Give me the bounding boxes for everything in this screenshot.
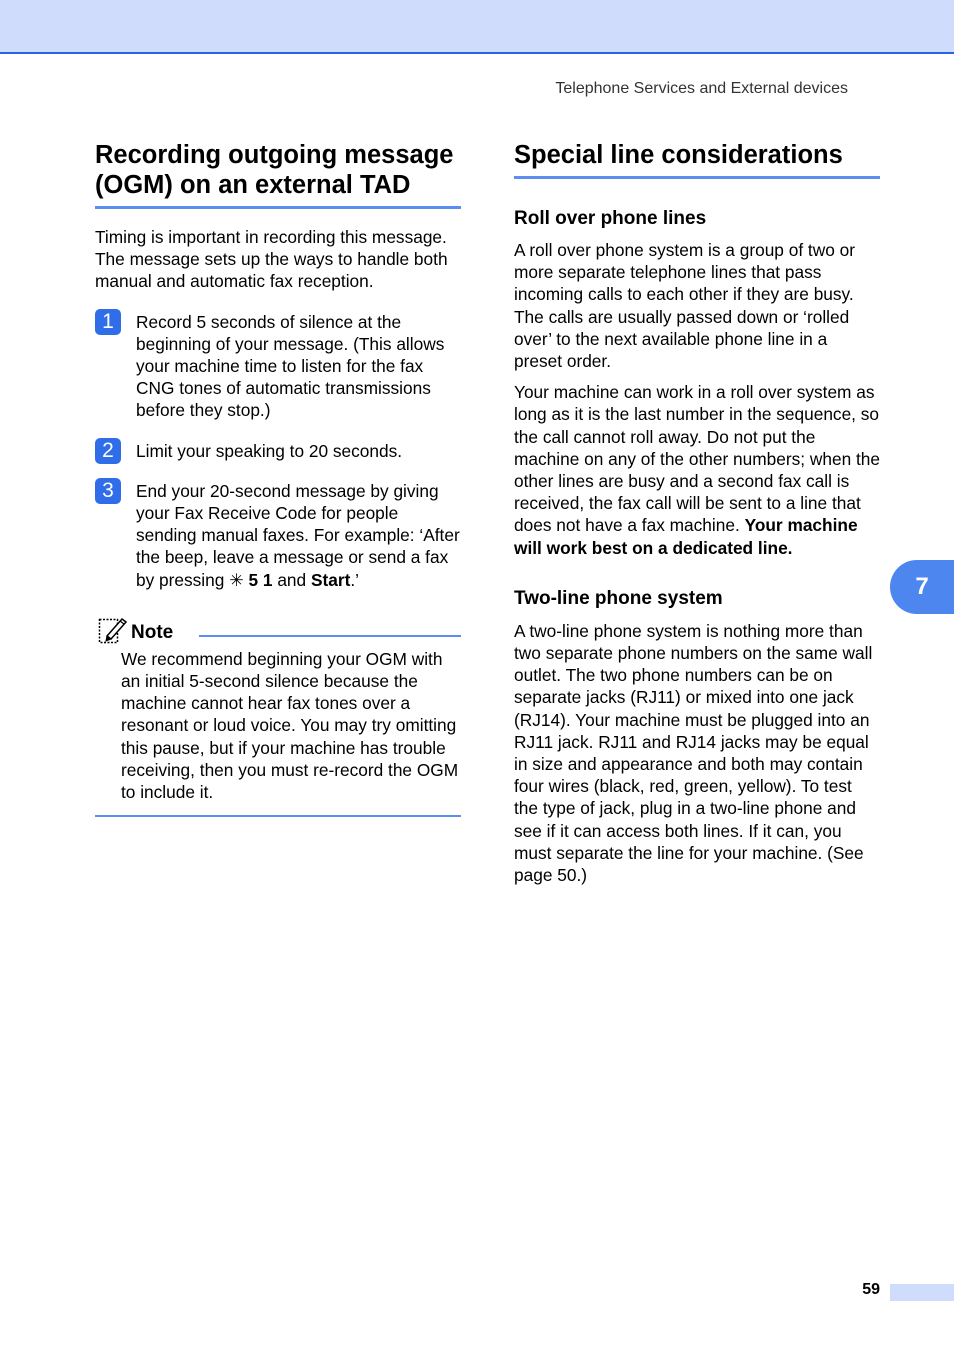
step-text: Limit your speaking to 20 seconds.	[136, 440, 403, 461]
section-title-special-lines: Special line considerations	[514, 140, 880, 179]
note-label: Note	[131, 621, 174, 643]
header-band	[0, 0, 954, 54]
start-key-label: Start	[310, 569, 351, 590]
note-pencil-icon	[98, 616, 128, 644]
rollover-emphasis: Your machine will work best on a dedicated line.	[514, 515, 858, 558]
subheading-roll-over: Roll over phone lines	[514, 208, 707, 229]
step-2	[95, 440, 461, 462]
note-rule	[199, 635, 461, 637]
rollover-paragraph-1: A roll over phone system is a group of two or more separate telephone lines that pass incoming calls to each other if they are busy. The calls are usually passed down or ‘rolled over’ to the next available phone line in a preset order.	[514, 240, 855, 372]
note-header	[95, 616, 461, 648]
step-text-part: .’	[350, 569, 359, 590]
left-column	[95, 140, 461, 817]
subheading-two-line: Two-line phone system	[514, 587, 723, 609]
note-body	[95, 648, 461, 803]
running-header: Telephone Services and External devices	[555, 80, 848, 97]
rollover-paragraph-2	[514, 381, 880, 559]
section-title-ogm: Recording outgoing message (OGM) on an external TAD	[95, 140, 461, 209]
note-text: We recommend beginning your OGM with an initial 5-second silence because the machine cannot hear fax tones over a resonant or loud voice. You may try omitting this pause, but if your machine has trouble receiving, then you must re-record the OGM to include it.	[121, 648, 459, 803]
step-text	[136, 480, 461, 591]
step-number-badge: 1	[95, 309, 121, 335]
star-key-icon: ✳	[229, 569, 244, 590]
step-text: Record 5 seconds of silence at the beginning of your message. (This allows your machine time to listen for the fax CNG tones of automatic transmissions before they stop.)	[136, 311, 445, 421]
chapter-tab: 7	[890, 560, 954, 614]
note-box	[95, 616, 461, 817]
step-number-badge: 3	[95, 478, 121, 504]
step-1	[95, 311, 461, 422]
fax-code: 5 1	[248, 569, 273, 590]
page-number: 59	[862, 1281, 880, 1298]
step-text-part: End your 20-second message by giving your Fax Receive Code for people sending manual faxes. For example: ‘After the beep, leave a message or send a fax by pressing	[136, 480, 460, 590]
step-number-badge: 2	[95, 438, 121, 464]
step-text-part: and	[272, 569, 311, 590]
rollover-text: Your machine can work in a roll over system as long as it is the last number in the sequence, so the call cannot roll away. Do not put the machine on any of the other numbers; when the other lines are busy and a second fax call is received, the fax call will be sent to a line that does not have a fax machine.	[514, 382, 881, 536]
intro-paragraph: Timing is important in recording this message. The message sets up the ways to handle both manual and automatic fax reception.	[95, 227, 448, 292]
note-bottom-rule	[95, 815, 461, 817]
step-3	[95, 480, 461, 591]
right-column	[514, 140, 880, 886]
footer-band	[890, 1284, 954, 1301]
twoline-paragraph: A two-line phone system is nothing more than two separate phone numbers on the same wall outlet. The two phone numbers can be on separate jacks (RJ11) or mixed into one jack (RJ14). Your machine must be plugged into an RJ11 jack. RJ11 and RJ14 jacks may be equal in size and appearance and both may contain four wires (black, red, green, yellow). To test the type of jack, plug in a two-line phone and see if it can access both lines. If it can, you must separate the line for your machine. (See page 50.)	[514, 620, 873, 886]
